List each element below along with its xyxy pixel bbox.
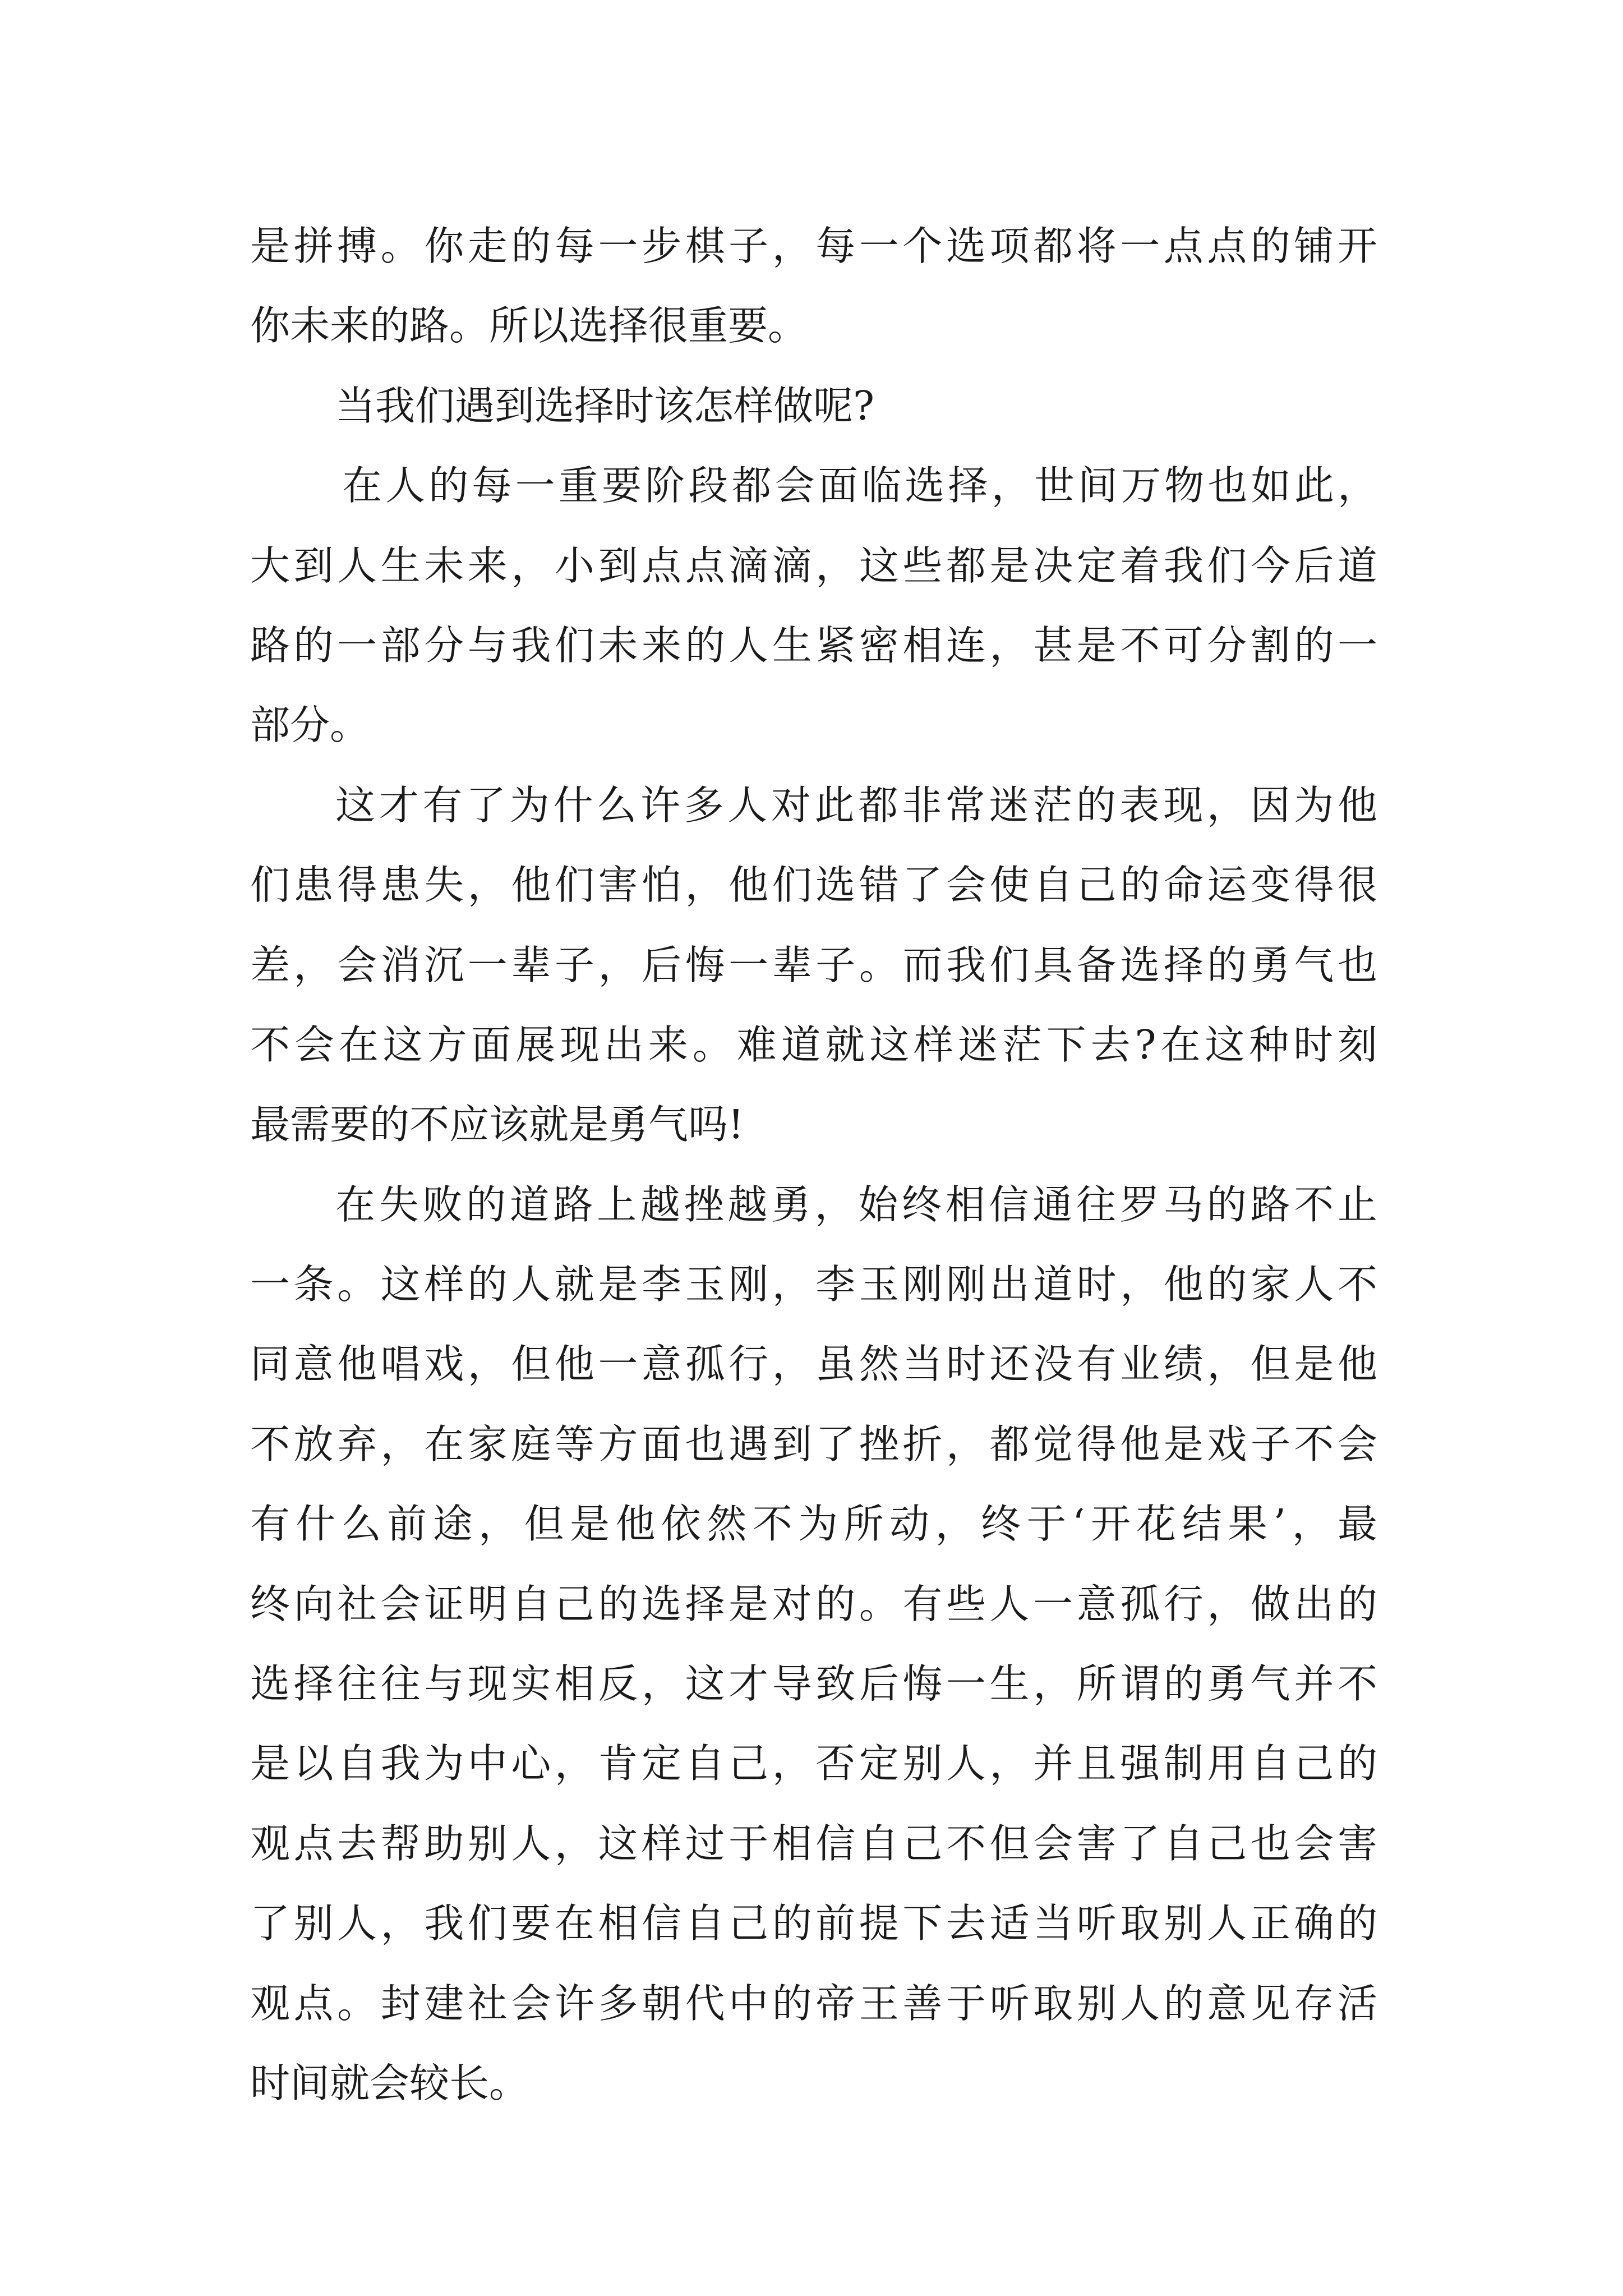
text-line: 是拼搏。你走的每一步棋子，每一个选项都将一点点的铺开 xyxy=(250,223,1377,269)
text-line: 观点去帮助别人，这样过于相信自己不但会害了自己也会害 xyxy=(250,1820,1377,1867)
text-line: 同意他唱戏，但他一意孤行，虽然当时还没有业绩，但是他 xyxy=(250,1341,1377,1388)
text-line: 差，会消沉一辈子，后悔一辈子。而我们具备选择的勇气也 xyxy=(250,941,1377,988)
text-line: 一条。这样的人就是李玉刚，李玉刚刚出道时，他的家人不 xyxy=(250,1261,1377,1308)
text-line: 路的一部分与我们未来的人生紧密相连，甚是不可分割的一 xyxy=(250,622,1377,669)
body-text xyxy=(250,206,1377,2123)
text-line: 观点。封建社会许多朝代中的帝王善于听取别人的意见存活 xyxy=(250,1980,1377,2027)
text-line: 部分。 xyxy=(250,702,370,749)
text-line: 在失败的道路上越挫越勇，始终相信通往罗马的路不止 xyxy=(335,1181,1377,1228)
text-line: 终向社会证明自己的选择是对的。有些人一意孤行，做出的 xyxy=(250,1580,1377,1627)
text-line: 当我们遇到选择时该怎样做呢? xyxy=(335,382,875,429)
text-line: 是以自我为中心，肯定自己，否定别人，并且强制用自己的 xyxy=(250,1740,1377,1787)
text-line: 在人的每一重要阶段都会面临选择，世间万物也如此， xyxy=(342,462,1377,509)
text-line: 不放弃，在家庭等方面也遇到了挫折，都觉得他是戏子不会 xyxy=(250,1420,1377,1467)
text-line: 大到人生未来，小到点点滴滴，这些都是决定着我们今后道 xyxy=(250,542,1377,589)
text-line: 这才有了为什么许多人对此都非常迷茫的表现，因为他 xyxy=(335,781,1377,829)
text-line: 不会在这方面展现出来。难道就这样迷茫下去?在这种时刻 xyxy=(250,1021,1377,1068)
text-line: 最需要的不应该就是勇气吗! xyxy=(250,1101,744,1148)
text-line: 有什么前途，但是他依然不为所动，终于‘开花结果’，最 xyxy=(250,1501,1377,1548)
text-line: 你未来的路。所以选择很重要。 xyxy=(250,302,808,349)
text-line: 们患得患失，他们害怕，他们选错了会使自己的命运变得很 xyxy=(250,862,1377,909)
text-line: 了别人，我们要在相信自己的前提下去适当听取别人正确的 xyxy=(250,1900,1377,1947)
text-line: 选择往往与现实相反，这才导致后悔一生，所谓的勇气并不 xyxy=(250,1660,1377,1708)
text-line: 时间就会较长。 xyxy=(250,2059,529,2106)
